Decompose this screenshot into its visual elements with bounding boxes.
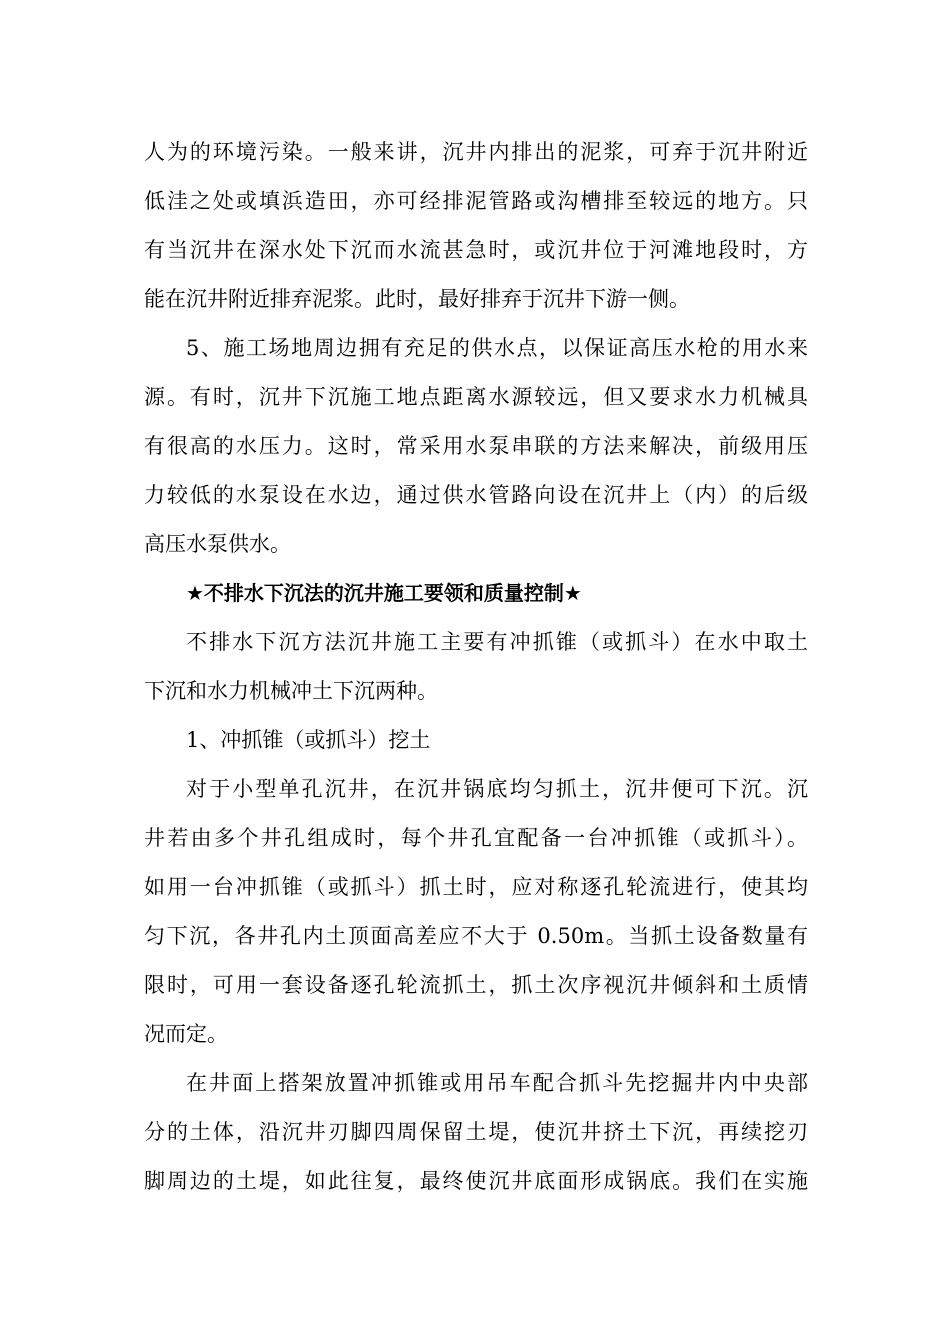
- text-line: 低洼之处或填浜造田，亦可经排泥管路或沟槽排至较远的地方。只: [144, 189, 808, 213]
- text-line: 能在沉井附近排弃泥浆。此时，最好排弃于沉井下游一侧。: [144, 287, 690, 311]
- text-line: 人为的环境污染。一般来讲，沉井内排出的泥浆，可弃于沉井附近: [144, 140, 808, 164]
- text-line: 1、冲抓锥（或抓斗）挖土: [186, 728, 431, 752]
- text-line: 有当沉井在深水处下沉而水流甚急时，或沉井位于河滩地段时，方: [144, 238, 808, 262]
- text-line: 不排水下沉方法沉井施工主要有冲抓锥（或抓斗）在水中取土: [186, 630, 808, 654]
- text-line: 源。有时，沉井下沉施工地点距离水源较远，但又要求水力机械具: [144, 385, 808, 409]
- text-line: 在井面上搭架放置冲抓锥或用吊车配合抓斗先挖掘井内中央部: [186, 1071, 808, 1095]
- text-line: 有很高的水压力。这时，常采用水泵串联的方法来解决，前级用压: [144, 434, 808, 458]
- text-line: 对于小型单孔沉井，在沉井锅底均匀抓土，沉井便可下沉。沉: [186, 777, 808, 801]
- text-line: 匀下沉，各井孔内土顶面高差应不大于 0.50m。当抓土设备数量有: [144, 924, 808, 948]
- text-line: 力较低的水泵设在水边，通过供水管路向设在沉井上（内）的后级: [144, 483, 808, 507]
- text-line: 况而定。: [144, 1022, 228, 1046]
- text-line: 脚周边的土堤，如此往复，最终使沉井底面形成锅底。我们在实施: [144, 1169, 808, 1193]
- document-body: [144, 128, 808, 1206]
- text-line: 如用一台冲抓锥（或抓斗）抓土时，应对称逐孔轮流进行，使其均: [144, 875, 808, 899]
- text-line: 限时，可用一套设备逐孔轮流抓土，抓土次序视沉井倾斜和土质情: [144, 973, 808, 997]
- text-line: 分的土体，沿沉井刃脚四周保留土堤，使沉井挤土下沉，再续挖刃: [144, 1120, 808, 1144]
- text-line: 5、施工场地周边拥有充足的供水点，以保证高压水枪的用水来: [186, 336, 808, 360]
- text-line: 高压水泵供水。: [144, 532, 291, 556]
- text-line: 井若由多个井孔组成时，每个井孔宜配备一台冲抓锥（或抓斗）。: [144, 826, 808, 850]
- section-heading: ★不排水下沉法的沉井施工要领和质量控制★: [186, 581, 582, 605]
- text-line: 下沉和水力机械冲土下沉两种。: [144, 679, 438, 703]
